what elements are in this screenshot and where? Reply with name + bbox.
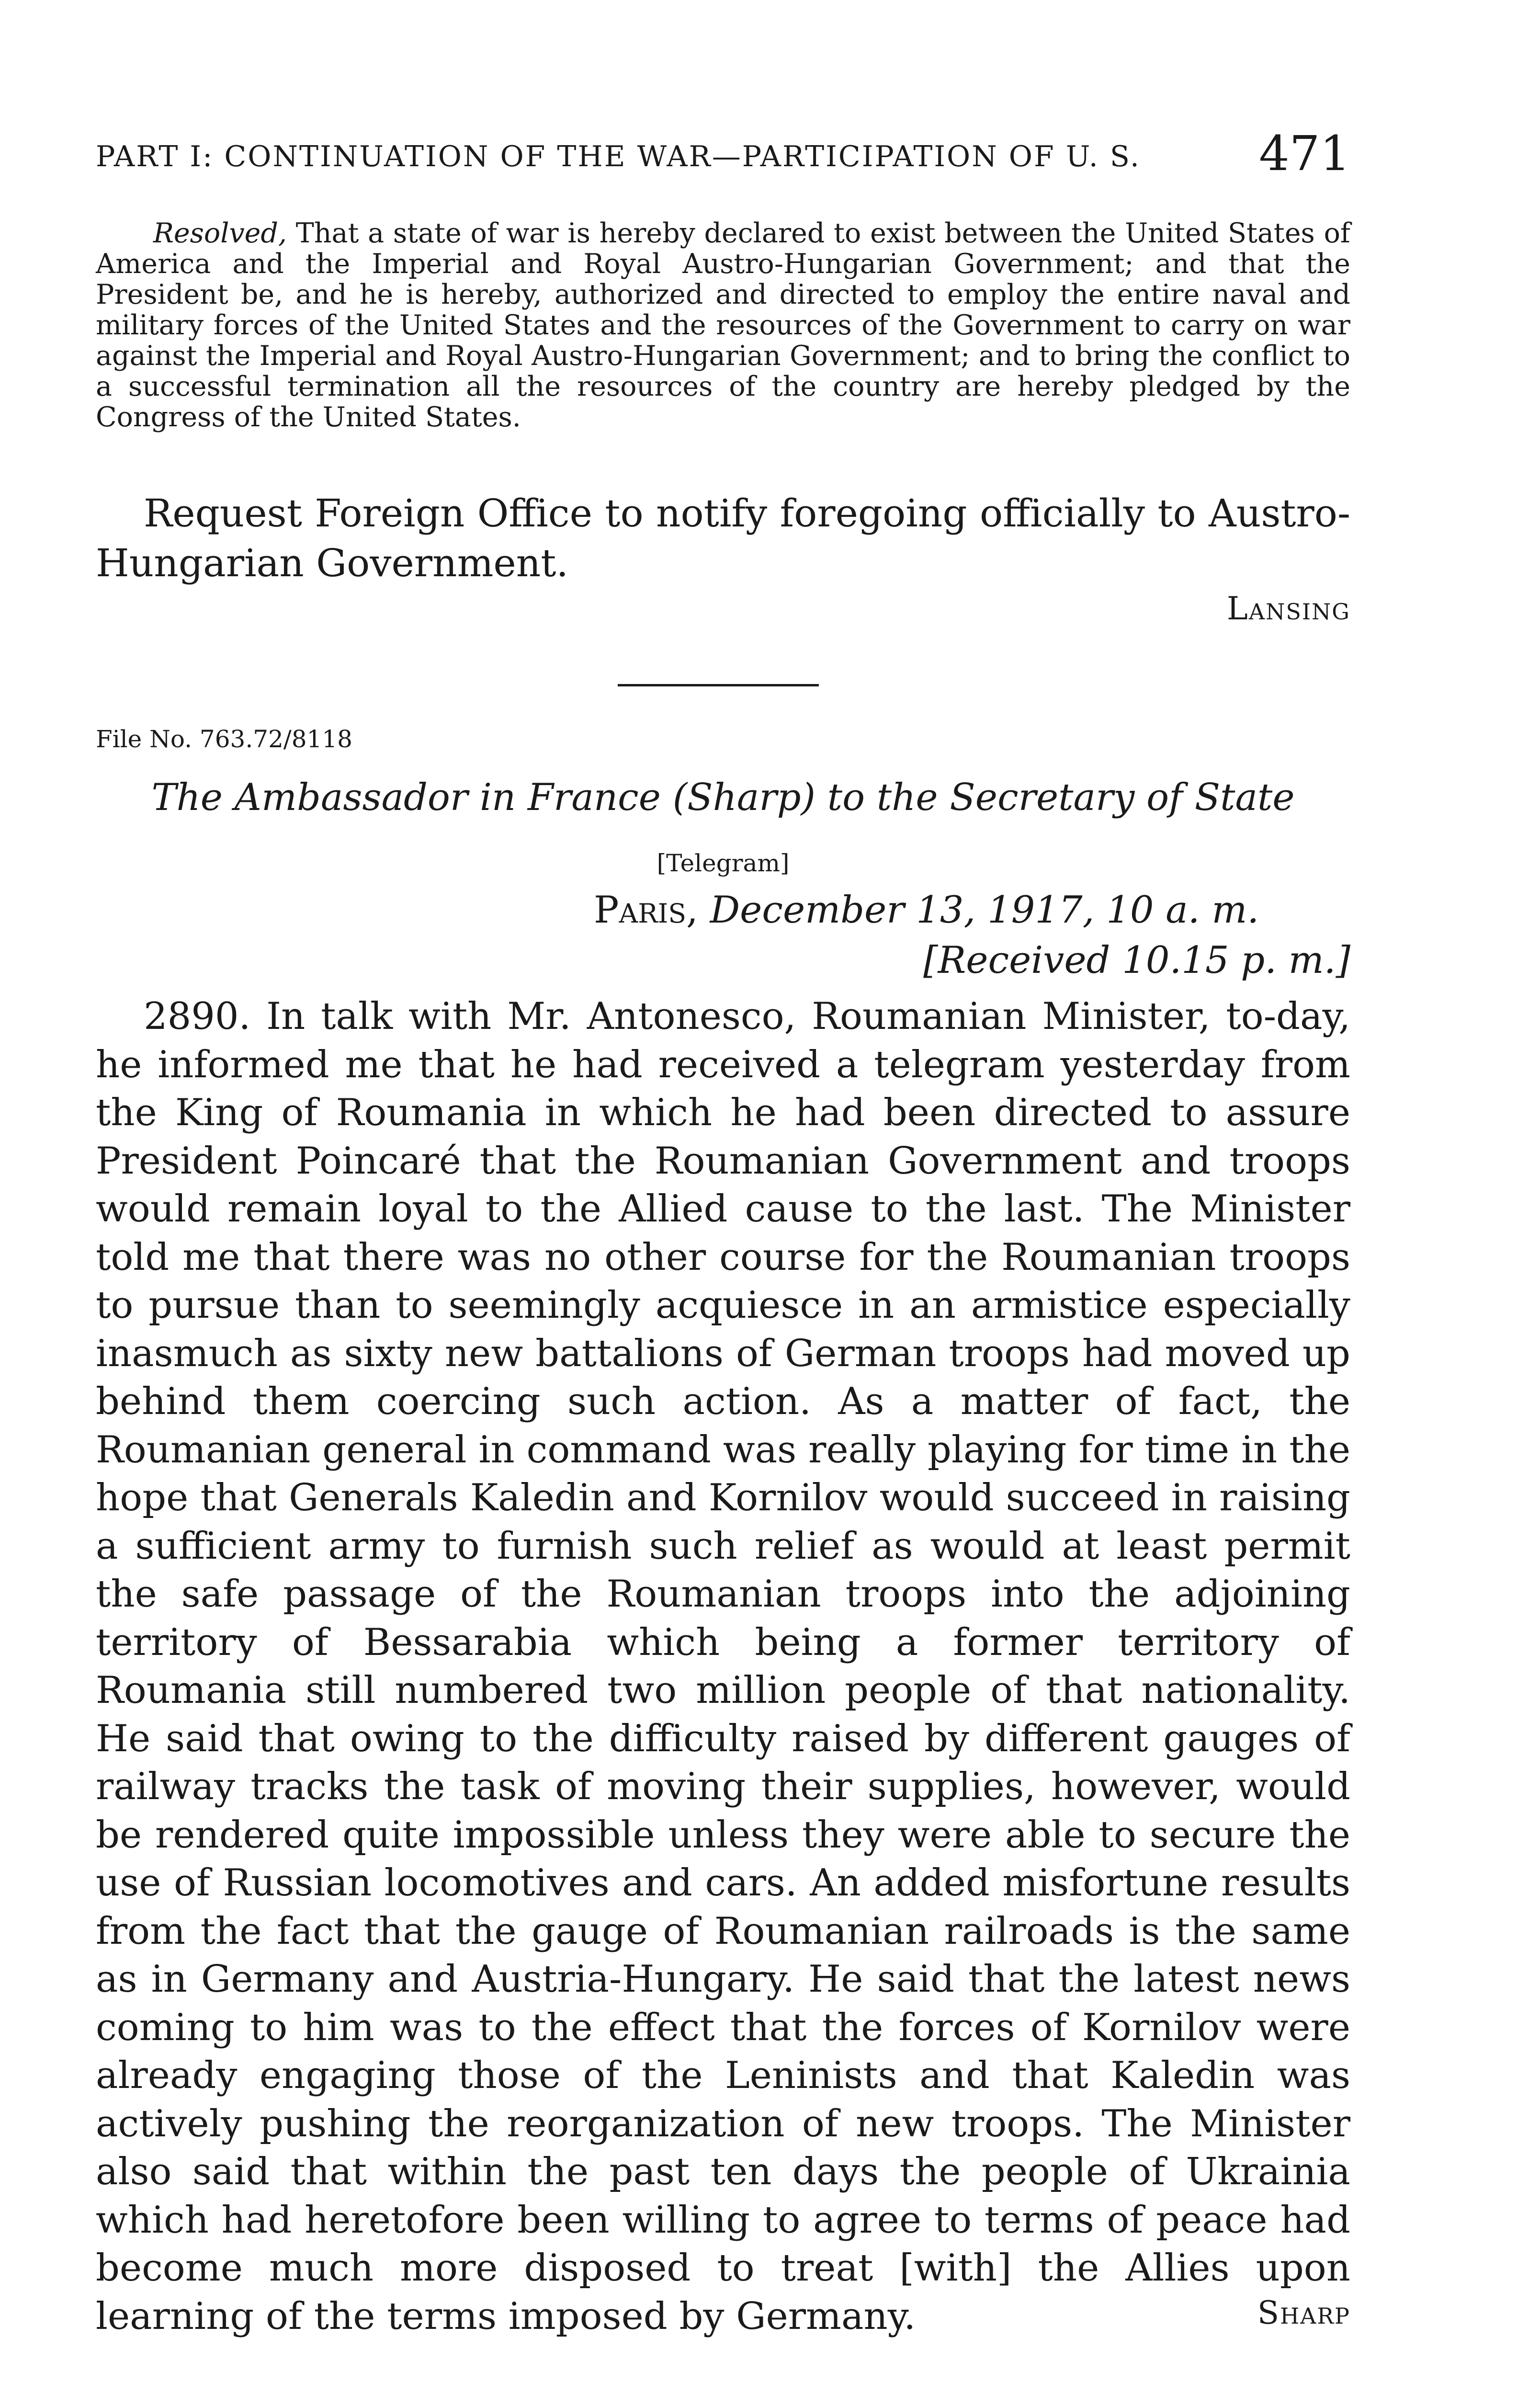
- resolution-paragraph: [96, 218, 1350, 433]
- section-divider: [618, 684, 819, 686]
- telegram-body: 2890. In talk with Mr. Antonesco, Roumanian Minister, to-day, he informed me that he had received a telegram yesterday from the King of Roumania in which he had been directed to assure President Poincaré that the Roumanian Government and troops would remain loyal to the Allied cause to the last. The Minister told me that there was no other course for the Roumanian troops to pursue than to seemingly acquiesce in an armistice especially inasmuch as sixty new battalions of German troops had moved up behind them coercing such action. As a matter of fact, the Roumanian general in command was really playing for time in the hope that Generals Kaledin and Kornilov would succeed in raising a sufficient army to furnish such relief as would at least permit the safe passage of the Roumanian troops into the adjoining territory of Bessarabia which being a former territory of Roumania still numbered two million people of that nationality. He said that owing to the difficulty raised by different gauges of railway tracks the task of moving their supplies, however, would be rendered quite impossible unless they were able to secure the use of Russian locomotives and cars. An added misfortune results from the fact that the gauge of Roumanian railroads is the same as in Germany and Austria-Hungary. He said that the latest news coming to him was to the effect that the forces of Kornilov were already engaging those of the Leninists and that Kaledin was actively pushing the reorganization of new troops. The Minister also said that within the past ten days the people of Ukrainia which had heretofore been willing to agree to terms of peace had become much more disposed to treat [with] the Allies upon learning of the terms imposed by Germany.: [96, 995, 1350, 2338]
- dateline: [594, 889, 1259, 932]
- resolution-text: That a state of war is hereby declared to exist between the United States of America and the Imperial and Royal Austro-Hungarian Government; and that the President be, and he is hereby, authorized and directed to employ the entire naval and military forces of the United States and the resources of the Government to carry on war against the Imperial and Royal Austro-Hungarian Government; and to bring the conflict to a successful termination all the resources of the country are hereby pledged by the Congress of the United States.: [96, 217, 1350, 433]
- running-title: PART I: CONTINUATION OF THE WAR—PARTICIPATION OF U. S.: [96, 140, 1141, 173]
- received-note: [Received 10.15 p. m.]: [923, 939, 1350, 982]
- document-heading: The Ambassador in France (Sharp) to the Secretary of State: [151, 776, 1295, 819]
- signature-sharp: Sharp: [1257, 2294, 1350, 2331]
- resolution-lead: Resolved,: [153, 217, 287, 249]
- request-paragraph: Request Foreign Office to notify foregoing officially to Austro-Hungarian Government.: [96, 491, 1350, 585]
- signature-lansing: Lansing: [1227, 590, 1350, 627]
- dateline-place: Paris,: [594, 889, 698, 932]
- page-number: 471: [1259, 125, 1350, 182]
- dateline-date: December 13, 1917, 10 a. m.: [710, 889, 1259, 932]
- document-type: [Telegram]: [657, 849, 790, 877]
- running-header: [96, 125, 1350, 182]
- file-number: File No. 763.72/8118: [96, 725, 352, 753]
